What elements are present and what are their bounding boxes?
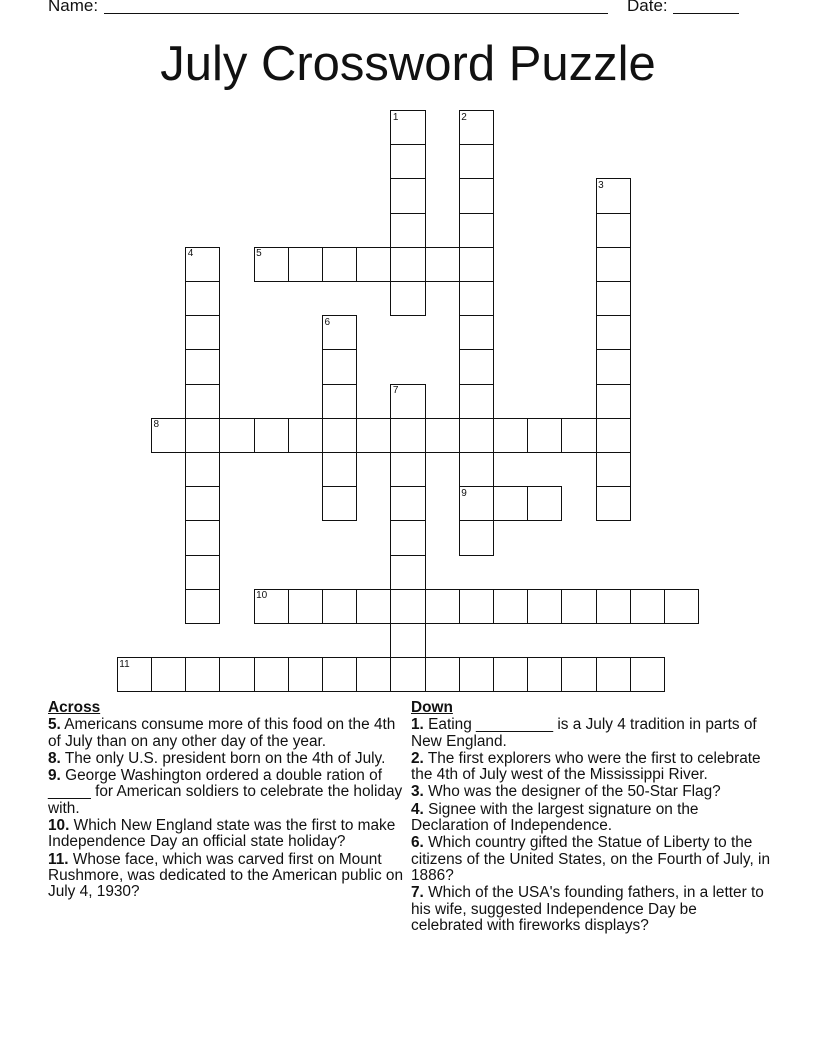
grid-cell[interactable]: [390, 589, 425, 624]
grid-cell[interactable]: [527, 589, 562, 624]
clue-number: 2.: [411, 749, 424, 767]
across-clue: [48, 768, 408, 817]
grid-cell[interactable]: [185, 349, 220, 384]
grid-cell[interactable]: [390, 178, 425, 213]
grid-cell[interactable]: [596, 589, 631, 624]
grid-cell[interactable]: [356, 418, 391, 453]
grid-cell[interactable]: [596, 452, 631, 487]
clue-number: 11.: [48, 850, 69, 868]
grid-cell[interactable]: [390, 657, 425, 692]
grid-cell[interactable]: [322, 486, 357, 521]
cell-number: 4: [187, 248, 194, 260]
grid-cell[interactable]: [390, 281, 425, 316]
down-clue: [411, 751, 771, 784]
grid-cell[interactable]: [322, 247, 357, 282]
down-heading: Down: [411, 699, 453, 716]
cell-number: 9: [461, 487, 467, 499]
down-clues: [411, 700, 771, 935]
grid-cell[interactable]: [390, 555, 425, 590]
grid-cell[interactable]: [493, 486, 528, 521]
grid-cell[interactable]: [322, 418, 357, 453]
grid-cell[interactable]: [459, 247, 494, 282]
grid-cell[interactable]: [596, 213, 631, 248]
grid-cell[interactable]: [390, 247, 425, 282]
down-clue: [411, 784, 771, 800]
grid-cell[interactable]: [322, 452, 357, 487]
grid-cell[interactable]: [356, 247, 391, 282]
grid-cell[interactable]: [459, 144, 494, 179]
across-clues: [48, 700, 408, 902]
across-clue: [48, 717, 408, 750]
clue-number: 5.: [48, 716, 61, 734]
grid-cell[interactable]: [390, 486, 425, 521]
grid-cell[interactable]: [459, 418, 494, 453]
grid-cell[interactable]: [425, 589, 460, 624]
grid-cell[interactable]: [288, 589, 323, 624]
grid-cell[interactable]: [390, 213, 425, 248]
across-heading: Across: [48, 699, 101, 716]
grid-cell[interactable]: [185, 657, 220, 692]
clue-text: Signee with the largest signature on the Declaration of Independence.: [411, 800, 699, 835]
grid-cell[interactable]: [185, 520, 220, 555]
grid-cell[interactable]: [254, 418, 289, 453]
grid-cell[interactable]: [459, 657, 494, 692]
clue-number: 9.: [48, 767, 61, 785]
grid-cell[interactable]: [630, 657, 665, 692]
grid-cell[interactable]: [630, 589, 665, 624]
grid-cell[interactable]: [322, 657, 357, 692]
cell-number: 10: [256, 590, 268, 602]
grid-cell[interactable]: [219, 418, 254, 453]
name-label: Name:: [48, 0, 99, 15]
clue-text: Whose face, which was carved first on Mount Rushmore, was dedicated to the American public on July 4, 1930?: [48, 850, 404, 901]
grid-cell[interactable]: [322, 589, 357, 624]
grid-cell[interactable]: [356, 589, 391, 624]
grid-cell[interactable]: [561, 657, 596, 692]
grid-cell[interactable]: [185, 589, 220, 624]
date-label: Date:: [627, 0, 668, 15]
grid-cell[interactable]: [459, 589, 494, 624]
cell-number: 1: [392, 111, 399, 123]
grid-cell[interactable]: [596, 315, 631, 350]
clue-number: 6.: [411, 834, 424, 852]
grid-cell[interactable]: [596, 349, 631, 384]
grid-cell[interactable]: [561, 418, 596, 453]
down-clue: [411, 717, 771, 750]
grid-cell[interactable]: [596, 281, 631, 316]
grid-cell[interactable]: [390, 144, 425, 179]
grid-cell[interactable]: [219, 657, 254, 692]
grid-cell[interactable]: [459, 384, 494, 419]
grid-cell[interactable]: [390, 452, 425, 487]
grid-cell[interactable]: [459, 213, 494, 248]
clue-text: The only U.S. president born on the 4th of July.: [60, 749, 386, 767]
grid-cell[interactable]: [664, 589, 699, 624]
clue-text: The first explorers who were the first to celebrate the 4th of July west of the Mississippi River.: [411, 749, 761, 784]
grid-cell[interactable]: [185, 555, 220, 590]
grid-cell[interactable]: [596, 247, 631, 282]
clue-number: 1.: [411, 716, 424, 734]
grid-cell[interactable]: [185, 281, 220, 316]
grid-cell[interactable]: [561, 589, 596, 624]
clue-text: George Washington ordered a double ration of _____ for American soldiers to celebrate the holiday with.: [48, 767, 403, 817]
cell-number: 2: [461, 111, 467, 123]
grid-cell[interactable]: [185, 486, 220, 521]
down-clue: [411, 885, 771, 934]
grid-cell[interactable]: [390, 418, 425, 453]
clue-text: Which of the USA's founding fathers, in a letter to his wife, suggested Independence Day be celebrated with fireworks displays?: [411, 884, 764, 934]
cell-number: 3: [598, 179, 604, 191]
grid-cell[interactable]: [185, 315, 220, 350]
page-title: July Crossword Puzzle: [160, 37, 656, 91]
cell-number: 11: [119, 658, 130, 670]
grid-cell[interactable]: [459, 452, 494, 487]
clue-number: 8.: [48, 749, 61, 767]
grid-cell[interactable]: [459, 349, 494, 384]
clue-number: 3.: [411, 783, 424, 801]
grid-cell[interactable]: [356, 657, 391, 692]
grid-cell[interactable]: [596, 657, 631, 692]
clue-number: 4.: [411, 800, 424, 818]
clue-text: Who was the designer of the 50-Star Flag?: [423, 783, 721, 801]
grid-cell[interactable]: [425, 657, 460, 692]
down-clue: [411, 802, 771, 835]
grid-cell[interactable]: [459, 281, 494, 316]
across-clue-list: [48, 717, 408, 900]
across-clue: [48, 852, 408, 901]
grid-cell[interactable]: [596, 384, 631, 419]
grid-cell[interactable]: [288, 247, 323, 282]
grid-cell[interactable]: [527, 418, 562, 453]
grid-cell[interactable]: [254, 657, 289, 692]
grid-cell[interactable]: [288, 418, 323, 453]
across-clue: [48, 751, 408, 767]
grid-cell[interactable]: [596, 486, 631, 521]
grid-cell[interactable]: [390, 623, 425, 658]
grid-cell[interactable]: [322, 349, 357, 384]
across-clue: [48, 818, 408, 851]
grid-cell[interactable]: [425, 247, 460, 282]
grid-cell[interactable]: [527, 657, 562, 692]
down-clue: [411, 835, 771, 884]
grid-cell[interactable]: [527, 486, 562, 521]
clue-text: Eating _________ is a July 4 tradition in parts of New England.: [411, 716, 757, 750]
grid-cell[interactable]: [493, 418, 528, 453]
clue-text: Americans consume more of this food on the 4th of July than on any other day of the year.: [48, 716, 396, 750]
grid-cell[interactable]: [185, 384, 220, 419]
grid-cell[interactable]: [185, 452, 220, 487]
clue-text: Which New England state was the first to make Independence Day an official state holiday?: [48, 817, 396, 851]
cell-number: 8: [153, 419, 160, 431]
grid-cell[interactable]: [493, 589, 528, 624]
grid-cell[interactable]: [493, 657, 528, 692]
cell-number: 6: [324, 316, 331, 328]
down-clue-list: [411, 717, 771, 934]
grid-cell[interactable]: [425, 418, 460, 453]
clue-number: 7.: [411, 884, 424, 902]
clue-text: Which country gifted the Statue of Liberty to the citizens of the United States, on the Fourth of July, in 1886?: [411, 834, 771, 884]
cell-number: 5: [256, 248, 262, 260]
grid-cell[interactable]: [390, 520, 425, 555]
grid-cell[interactable]: [459, 520, 494, 555]
cell-number: 7: [392, 385, 399, 397]
grid-cell[interactable]: [185, 418, 220, 453]
clue-number: 10.: [48, 817, 70, 835]
grid-cell[interactable]: [459, 178, 494, 213]
grid-cell[interactable]: [596, 418, 631, 453]
grid-cell[interactable]: [322, 384, 357, 419]
grid-cell[interactable]: [459, 315, 494, 350]
grid-cell[interactable]: [151, 657, 186, 692]
grid-cell[interactable]: [288, 657, 323, 692]
